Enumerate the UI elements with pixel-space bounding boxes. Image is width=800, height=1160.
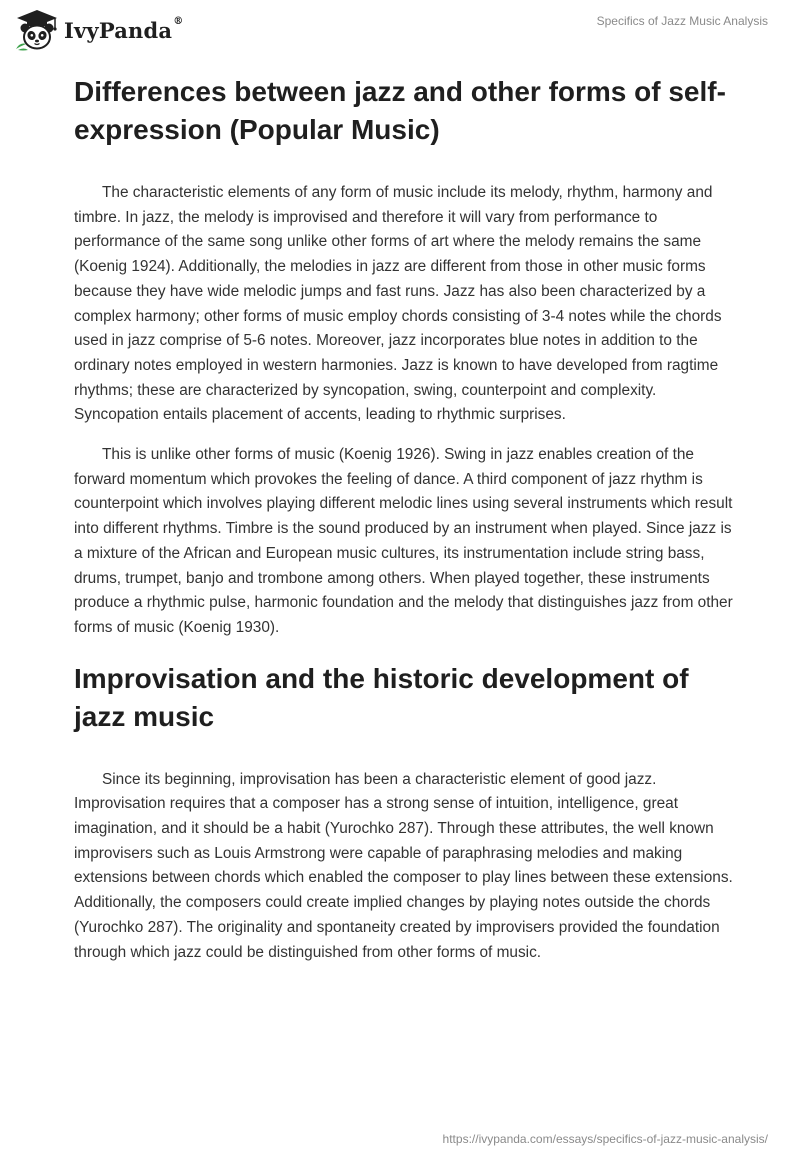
footer-source-url[interactable]: https://ivypanda.com/essays/specifics-of-jazz-music-analysis/ [442,1132,768,1146]
paragraph: This is unlike other forms of music (Koenig 1926). Swing in jazz enables creation of the forward momentum which provokes the feeling of dance. A third component of jazz rhythm is counterpoint which involves playing different melodic lines using several instruments which result into different rhythms. Timbre is the sound produced by an instrument when played. Since jazz is a mixture of the African and European music cultures, its instrumentation include string bass, drums, trumpet, banjo and trombone among others. When played together, these instruments produce a rhythmic pulse, harmonic foundation and the melody that distinguishes jazz from other forms of music (Koenig 1930). [74,446,733,636]
ivypanda-logo[interactable] [14,8,183,52]
paragraph: The characteristic elements of any form of music include its melody, rhythm, harmony and timbre. In jazz, the melody is improvised and therefore it will vary from performance to performance of the same song unlike other forms of art where the melody remains the same (Koenig 1924). Additionally, the melodies in jazz are different from those in other music forms because they have wide melodic jumps and fast runs. Jazz has also been characterized by a complex harmony; other forms of music employ chords consisting of 3-4 notes while the chords used in jazz comprise of 5-6 notes. Moreover, jazz incorporates blue notes in addition to the ordinary notes employed in western harmonies. Jazz is known to have developed from ragtime rhythms; these are characterized by syncopation, swing, counterpoint and complexity. Syncopation entails placement of accents, leading to rhythmic surprises. [74,184,722,424]
panda-graduate-icon [14,9,60,51]
logo-text: IvyPanda® [64,15,184,43]
essay-content [74,70,734,965]
section-heading: Differences between jazz and other forms of self-expression (Popular Music) [74,76,726,145]
section-heading: Improvisation and the historic development of jazz music [74,662,689,732]
paragraph: Since its beginning, improvisation has been a characteristic element of good jazz. Improvisation requires that a composer has a strong sense of intuition, intelligence, great imagination, and it should be a habit (Yurochko 287). Through these attributes, the well known improvisers such as Louis Armstrong were capable of paraphrasing melodies and making extensions between chords which enabled the composer to play lines between these extensions. Additionally, the composers could create implied changes by playing notes outside the chords (Yurochko 287). The originality and spontaneity created by improvisers provided the foundation through which jazz could be distinguished from other forms of music. [74,770,733,961]
page-header-title: Specifics of Jazz Music Analysis [596,14,768,28]
page-header [0,0,800,60]
